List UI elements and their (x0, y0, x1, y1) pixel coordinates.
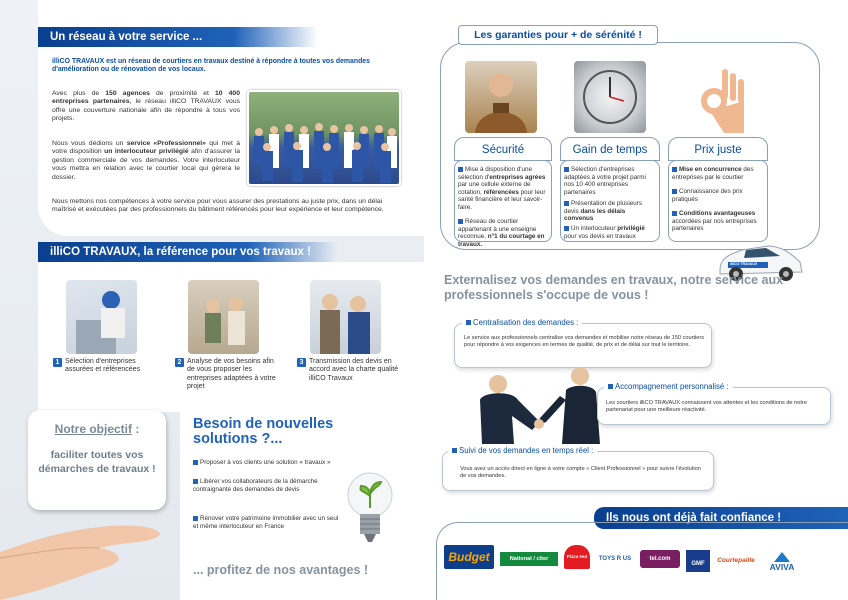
hand-image (0, 512, 170, 600)
section-title-reseau: Un réseau à votre service ... (38, 27, 318, 47)
service-suivi-title: Suivi de vos demandes en temps réel : (448, 446, 597, 455)
section-title-reference: illiCO TRAVAUX, la référence pour vos travaux ! (38, 242, 338, 262)
objective-heading: Notre objectif : (54, 422, 140, 436)
besoin-item-1: Proposer à vos clients une solution « travaux » (193, 459, 353, 467)
stopwatch-photo (574, 61, 646, 133)
logo-national-citer: National / citer (500, 552, 558, 566)
profitez-text: ... profitez de nos avantages ! (193, 563, 369, 577)
prix-juste-item-1: Mise en concurrence des entreprises par le courtier (672, 166, 754, 181)
service-suivi-text: Vous avez un accès direct en ligne à votre compte « Client Professionnel » pour suivre l'évolution de vos demandes. (460, 466, 701, 479)
step-3: 3 Transmission des devis en accord avec la charte qualité illiCO Travaux (297, 358, 407, 383)
step-1: 1 Sélection d'entreprises assurées et référencées (53, 358, 163, 375)
step3-photo (310, 280, 381, 354)
besoin-item-3: Rénover votre patrimoine immobilier avec un seul et même interlocuteur en France (193, 515, 339, 531)
para-competences: Nous mettons nos compétences à votre service pour vous assurer des prestations au juste prix, dans un délai maîtrisé et exécutées par des professionnels du bâtiment référencés pour leur expérience et leur compétence. (52, 198, 384, 214)
logo-toys-r-us: TOYS R US (598, 556, 632, 562)
intro-text: illiCO TRAVAUX est un réseau de courtiers en travaux destiné à répondre à toutes vos demandes d'amélioration ou de rénovation de vos locaux. (52, 58, 370, 74)
ok-hand-photo (684, 61, 756, 133)
team-photo (247, 90, 401, 186)
step-2: 2 Analyse de vos besoins afin de vous proposer les entreprises adaptées à votre projet (175, 358, 285, 392)
gain-temps-item-3: Un interlocuteur privilégié pour vos devis en travaux (564, 225, 645, 240)
logo-gmf: GMF (686, 550, 710, 572)
besoin-item-2: Libérer vos collaborateurs de la démarche contraignante des demandes de devis (193, 478, 318, 494)
step1-photo (66, 280, 137, 354)
prix-juste-item-3: Conditions avantageuses accordées par nos entreprises partenaires (672, 210, 757, 233)
gain-temps-title: Gain de temps (560, 137, 660, 161)
car-label: illiCO TRAVAUX (730, 262, 758, 266)
worker-photo (465, 61, 537, 133)
logo-courtepaille: Courtepaille (717, 557, 755, 564)
objective-text: faciliter toutes vos démarches de travaux ! (38, 449, 156, 475)
prix-juste-item-2: Connaissance des prix pratiqués (672, 188, 743, 203)
externalisez-heading: Externalisez vos demandes en travaux, notre service aux professionnels s'occupe de vous ! (444, 273, 784, 302)
securite-title: Sécurité (454, 137, 552, 161)
service-centralisation-text: Le service aux professionnels centralise vos demandes et mobilise notre réseau de 150 courtiers pour répondre à vos exigences en termes de qualité, de prix et de délai sur tout le territoire. (464, 335, 705, 348)
objective-card (28, 410, 166, 510)
securite-item-1: Mise à disposition d'une sélection d'entreprises agrées par une cellule externe de cotation, référencées pour leur santé financière et leur savoir-faire. (458, 166, 546, 211)
right-page (424, 0, 848, 600)
besoin-title: Besoin de nouvelles solutions ?... (193, 416, 334, 447)
logo-telcom: tel.com (640, 550, 680, 568)
logo-budget: Budget (444, 545, 494, 569)
para-agences: Avec plus de 150 agences de proximité et 10 400 entreprises partenaires, le réseau illiCO TRAVAUX vous offre une couverture nationale afin de répondre à tous vos projets. (52, 90, 241, 123)
prix-juste-title: Prix juste (668, 137, 768, 161)
logo-pizza-hut: Pizza Hut (564, 545, 590, 569)
service-accompagnement-text: Les courtiers illiCO TRAVAUX connaissent vos attentes et les conditions de notre partenariat pour une meilleure réactivité. (606, 400, 807, 413)
securite-item-2: Réseau de courtier appartenant à une enseigne reconnue, n°1 du courtage en travaux. (458, 218, 545, 248)
gain-temps-item-1: Sélection d'entreprises adaptées à votre projet parmi nos 10 400 entreprises partenaires (564, 166, 646, 196)
gain-temps-item-2: Présentation de plusieurs devis dans les délais convenus (564, 200, 643, 223)
step2-photo (188, 280, 259, 354)
logo-aviva: AVIVA (762, 552, 802, 572)
service-accompagnement-title: Accompagnement personnalisé : (604, 382, 733, 391)
para-service-pro: Nous vous dédions un service «Professionnel» qui met à votre disposition un interlocuteur privilégié afin d'assurer la gestion commerciale de vos demandes. Votre interlocuteur vous mettra en relation avec le courtier local qui gérera le dossier. (52, 140, 240, 181)
lightbulb-icon (345, 470, 395, 550)
garanties-title: Les garanties pour + de sérénité ! (458, 25, 658, 45)
confiance-banner: Ils nous ont déjà fait confiance ! (594, 507, 848, 529)
service-centralisation-title: Centralisation des demandes : (462, 318, 582, 327)
handshake-photo (462, 360, 612, 446)
